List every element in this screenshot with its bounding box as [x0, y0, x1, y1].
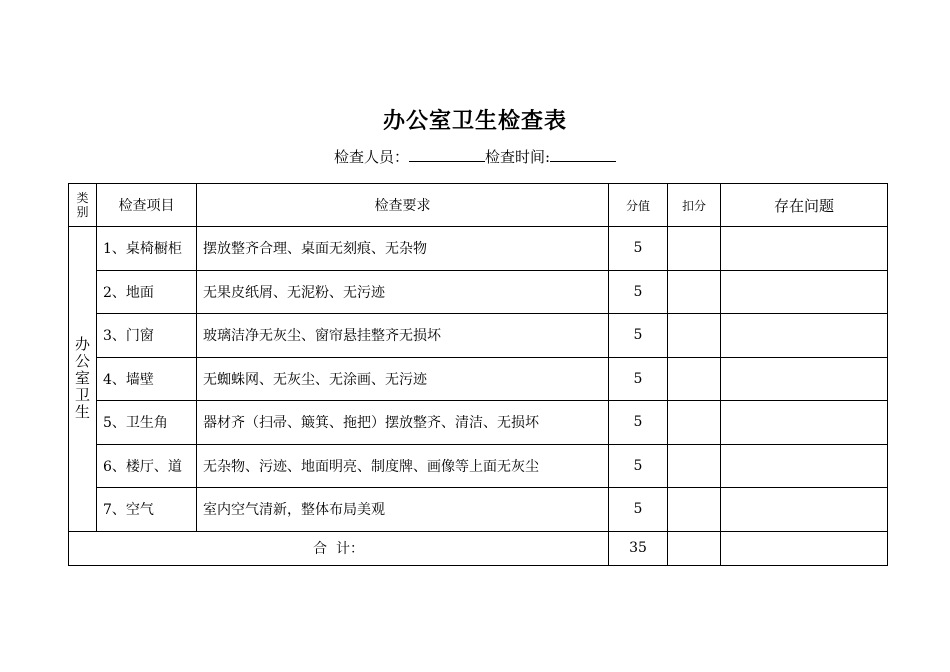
requirement-cell: 器材齐（扫帚、簸箕、拖把）摆放整齐、清洁、无损坏 [197, 401, 609, 445]
inspection-time-label: 检查时间: [484, 148, 551, 166]
issues-cell[interactable] [721, 401, 888, 445]
deduction-cell[interactable] [668, 444, 721, 488]
header-requirement: 检查要求 [197, 184, 609, 227]
table-row [69, 227, 888, 271]
requirement-cell: 摆放整齐合理、桌面无刻痕、无杂物 [197, 227, 609, 271]
issues-cell[interactable] [721, 444, 888, 488]
score-cell: 5 [609, 227, 668, 271]
requirement-cell: 无杂物、污迹、地面明亮、制度牌、画像等上面无灰尘 [197, 444, 609, 488]
item-cell: 5、卫生角 [97, 401, 197, 445]
total-score: 35 [609, 531, 668, 565]
deduction-cell[interactable] [668, 488, 721, 532]
total-label: 合 计： [69, 531, 609, 565]
total-issues[interactable] [721, 531, 888, 565]
inspector-blank[interactable] [409, 147, 485, 162]
issues-cell[interactable] [721, 314, 888, 358]
score-cell: 5 [609, 314, 668, 358]
requirement-cell: 室内空气清新，整体布局美观 [197, 488, 609, 532]
requirement-cell: 无蜘蛛网、无灰尘、无涂画、无污迹 [197, 357, 609, 401]
score-cell: 5 [609, 357, 668, 401]
table-row [69, 357, 888, 401]
inspection-time-blank[interactable] [550, 147, 616, 162]
item-cell: 7、空气 [97, 488, 197, 532]
table-row [69, 488, 888, 532]
header-score: 分值 [609, 184, 668, 227]
header-deduction: 扣分 [668, 184, 721, 227]
table-row [69, 444, 888, 488]
document-title: 办公室卫生检查表 [382, 108, 567, 134]
item-cell: 3、门窗 [97, 314, 197, 358]
issues-cell[interactable] [721, 227, 888, 271]
score-cell: 5 [609, 488, 668, 532]
inspection-info-line [0, 146, 950, 167]
item-cell: 1、桌椅橱柜 [97, 227, 197, 271]
header-issues: 存在问题 [721, 184, 888, 227]
requirement-cell: 无果皮纸屑、无泥粉、无污迹 [197, 270, 609, 314]
total-row [69, 531, 888, 565]
deduction-cell[interactable] [668, 401, 721, 445]
issues-cell[interactable] [721, 270, 888, 314]
deduction-cell[interactable] [668, 270, 721, 314]
requirement-cell: 玻璃洁净无灰尘、窗帘悬挂整齐无损坏 [197, 314, 609, 358]
deduction-cell[interactable] [668, 227, 721, 271]
deduction-cell[interactable] [668, 357, 721, 401]
issues-cell[interactable] [721, 357, 888, 401]
score-cell: 5 [609, 270, 668, 314]
issues-cell[interactable] [721, 488, 888, 532]
deduction-cell[interactable] [668, 314, 721, 358]
score-cell: 5 [609, 401, 668, 445]
table-header-row [69, 184, 888, 227]
item-cell: 2、地面 [97, 270, 197, 314]
score-cell: 5 [609, 444, 668, 488]
category-cell: 办 公 室 卫 生 [69, 227, 97, 532]
item-cell: 6、楼厅、道 [97, 444, 197, 488]
item-cell: 4、墙壁 [97, 357, 197, 401]
header-category: 类 别 [69, 184, 97, 227]
table-row [69, 401, 888, 445]
header-item: 检查项目 [97, 184, 197, 227]
table-row [69, 270, 888, 314]
inspector-label: 检查人员： [333, 148, 409, 166]
total-deduction[interactable] [668, 531, 721, 565]
table-row [69, 314, 888, 358]
inspection-table [68, 183, 888, 566]
